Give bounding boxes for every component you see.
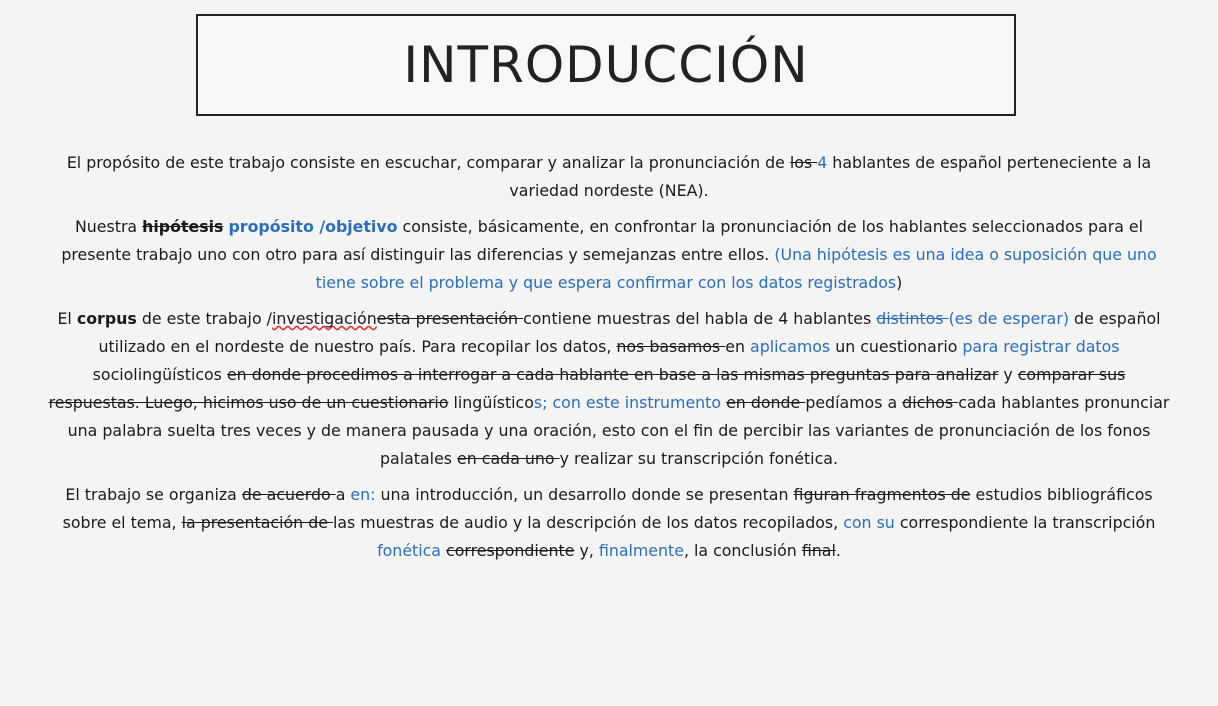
text-run: y realizar su transcripción fonética. <box>559 449 838 468</box>
text-run: en <box>725 337 751 356</box>
inserted-text: aplicamos <box>750 337 831 356</box>
text-run: sociolingüísticos <box>92 365 227 384</box>
text-run: de español utilizado en el nordeste de nuestro país. Para recopilar los datos, <box>98 309 1161 356</box>
paragraph-2 <box>48 213 1170 297</box>
text-run: estudios bibliográficos sobre el tema, <box>62 485 1153 532</box>
inserted-text: finalmente <box>598 541 684 560</box>
inserted-text: con su <box>843 513 895 532</box>
inserted-text: 4 <box>817 153 828 172</box>
text-run: El <box>57 309 77 328</box>
inserted-bold-text: propósito /objetivo <box>228 217 398 236</box>
deleted-text: comparar sus respuestas. Luego, hicimos uso de un cuestionario <box>48 365 1126 412</box>
deleted-text: de acuerdo <box>241 485 336 504</box>
text-run: a <box>335 485 351 504</box>
text-run: cada hablantes pronunciar una palabra suelta tres veces y de manera pausada y una oración, esto con el fin de percibir las variantes de pronunciación de los fonos palatales <box>67 393 1170 468</box>
text-run: y <box>998 365 1018 384</box>
paragraph-1 <box>48 149 1170 205</box>
text-run: ) <box>896 273 903 292</box>
inserted-text: (es de esperar) <box>948 309 1070 328</box>
deleted-text: en donde <box>726 393 806 412</box>
text-run: pedíamos a <box>805 393 903 412</box>
deleted-text: nos basamos <box>616 337 726 356</box>
text-run: consiste, básicamente, en confrontar la pronunciación de los hablantes seleccionados para el presente trabajo uno con otro para así distinguir las diferencias y semejanzas entre ellos. <box>61 217 1144 264</box>
deleted-text: los <box>789 153 818 172</box>
deleted-text: la presentación de <box>181 513 333 532</box>
text-run: contiene muestras del habla de 4 hablantes <box>523 309 877 328</box>
text-run: El propósito de este trabajo consiste en escuchar, comparar y analizar la pronunciación de <box>66 153 790 172</box>
inserted-text: (Una hipótesis es una idea o suposición que uno tiene sobre el problema y que espera confirmar con los datos registrados <box>315 245 1157 292</box>
paragraph-4 <box>48 481 1170 565</box>
text-run: de este trabajo / <box>136 309 272 328</box>
text-run: y, <box>574 541 599 560</box>
title-box <box>196 14 1016 116</box>
inserted-text: en: <box>350 485 376 504</box>
deleted-text: en cada uno <box>457 449 560 468</box>
paragraph-3 <box>48 305 1170 473</box>
deleted-text: final <box>801 541 836 560</box>
text-run: hablantes de español perteneciente a la variedad nordeste (NEA). <box>509 153 1152 200</box>
text-run: una introducción, un desarrollo donde se presentan <box>375 485 794 504</box>
spellcheck-flagged-text: investigación <box>271 309 377 328</box>
text-run: , la conclusión <box>683 541 802 560</box>
text-run: correspondiente la transcripción <box>894 513 1156 532</box>
inserted-text: s; con este instrumento <box>533 393 722 412</box>
inserted-text: para registrar datos <box>962 337 1120 356</box>
deleted-inserted-text: distintos <box>876 309 949 328</box>
slide-body <box>48 149 1170 573</box>
deleted-text: correspondiente <box>446 541 575 560</box>
text-run: un cuestionario <box>830 337 963 356</box>
deleted-text: dichos <box>902 393 959 412</box>
text-run: las muestras de audio y la descripción de los datos recopilados, <box>332 513 844 532</box>
deleted-text: figuran fragmentos de <box>793 485 971 504</box>
deleted-text: en donde procedimos a interrogar a cada hablante en base a las mismas preguntas para analizar <box>226 365 999 384</box>
bold-text: corpus <box>76 309 137 328</box>
deleted-text: esta presentación <box>376 309 524 328</box>
deleted-bold-text: hipótesis <box>142 217 224 236</box>
inserted-text: fonética <box>377 541 441 560</box>
page-title: INTRODUCCIÓN <box>403 36 809 94</box>
text-run: lingüístico <box>448 393 534 412</box>
text-run: El trabajo se organiza <box>65 485 242 504</box>
text-run: Nuestra <box>74 217 143 236</box>
text-run: . <box>835 541 841 560</box>
